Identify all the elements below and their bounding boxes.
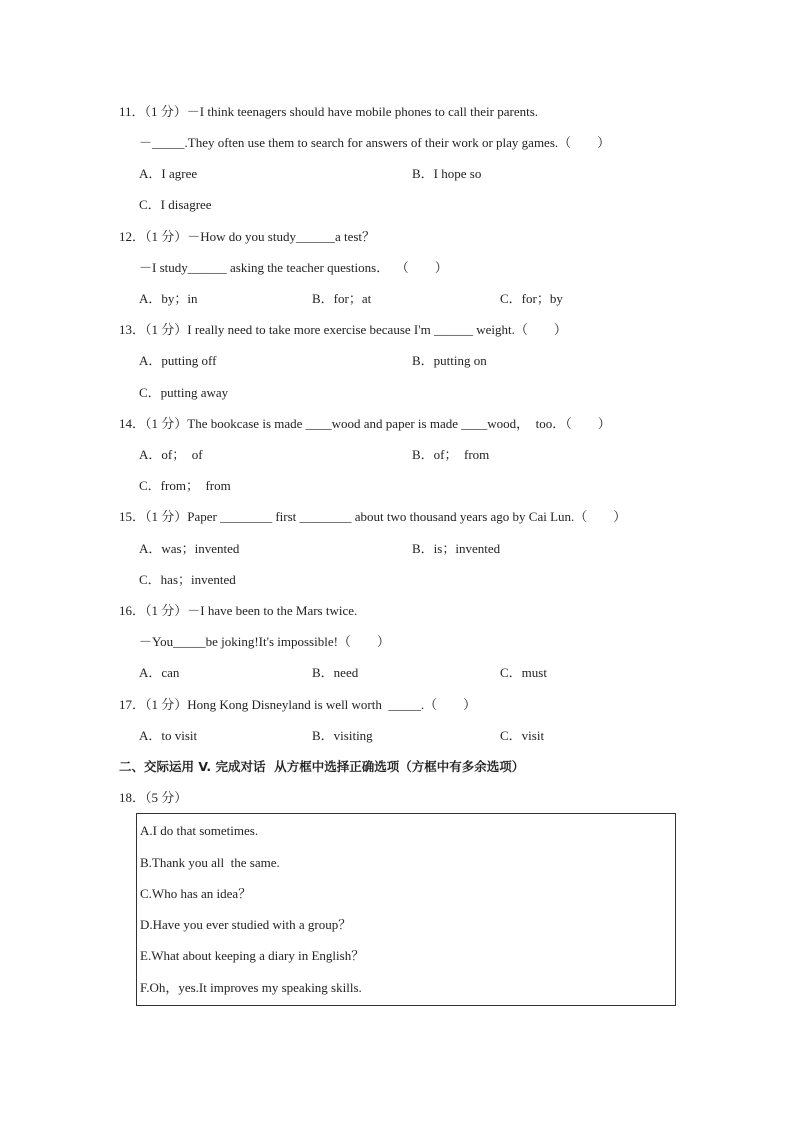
question-13-option-b[interactable]: B．putting on [412,353,487,368]
question-11-reply: －_____.They often use them to search for answers of their work or play games.（ ） [139,135,611,150]
question-14-option-a[interactable]: A．of； of [139,447,203,462]
question-14-stem: 14．（1 分）The bookcase is made ____wood and paper is made ____wood， too．（ ） [119,416,611,431]
question-16-option-a[interactable]: A．can [139,665,180,680]
question-15-option-b[interactable]: B．is；invented [412,541,501,556]
section-heading: 二、交际运用 V. 完成对话 从方框中选择正确选项（方框中有多余选项） [119,759,525,774]
question-17-option-c[interactable]: C．visit [500,728,545,743]
question-16-reply: －You_____be joking!It's impossible!（ ） [139,634,390,649]
question-17-option-a[interactable]: A．to visit [139,728,198,743]
question-12-stem: 12．（1 分）－How do you study______a test？ [119,229,376,244]
question-11-option-b[interactable]: B．I hope so [412,166,482,181]
question-17-stem: 17．（1 分）Hong Kong Disneyland is well worth _____.（ ） [119,697,477,712]
box-item-f[interactable]: F.Oh，yes.It improves my speaking skills. [140,980,362,995]
question-13-stem: 13．（1 分）I really need to take more exercise because I'm ______ weight.（ ） [119,322,567,337]
question-13-option-c[interactable]: C．putting away [139,385,229,400]
question-17-option-b[interactable]: B．visiting [312,728,373,743]
question-12-reply: －I study______ asking the teacher questions． （ ） [139,260,448,275]
question-12-option-a[interactable]: A．by；in [139,291,198,306]
question-16-stem: 16．（1 分）－I have been to the Mars twice. [119,603,358,618]
question-14-option-c[interactable]: C．from； from [139,478,231,493]
question-11-option-a[interactable]: A．I agree [139,166,198,181]
question-12-option-c[interactable]: C．for；by [500,291,563,306]
box-item-c[interactable]: C.Who has an idea？ [140,886,252,901]
question-12-option-b[interactable]: B．for；at [312,291,372,306]
question-16-option-c[interactable]: C．must [500,665,547,680]
box-item-b[interactable]: B.Thank you all the same. [140,855,280,870]
question-15-stem: 15．（1 分）Paper ________ first ________ about two thousand years ago by Cai Lun.（ ） [119,509,627,524]
options-box [136,813,676,1006]
question-11-option-c[interactable]: C．I disagree [139,197,212,212]
box-item-a[interactable]: A.I do that sometimes. [140,823,259,838]
question-11-stem: 11．（1 分）－I think teenagers should have mobile phones to call their parents. [119,104,539,119]
question-14-option-b[interactable]: B．of； from [412,447,490,462]
question-15-option-a[interactable]: A．was；invented [139,541,240,556]
question-13-option-a[interactable]: A．putting off [139,353,217,368]
box-item-e[interactable]: E.What about keeping a diary in English？ [140,948,365,963]
question-15-option-c[interactable]: C．has；invented [139,572,236,587]
question-18-label: 18．（5 分） [119,790,188,805]
question-16-option-b[interactable]: B．need [312,665,359,680]
box-item-d[interactable]: D.Have you ever studied with a group？ [140,917,352,932]
